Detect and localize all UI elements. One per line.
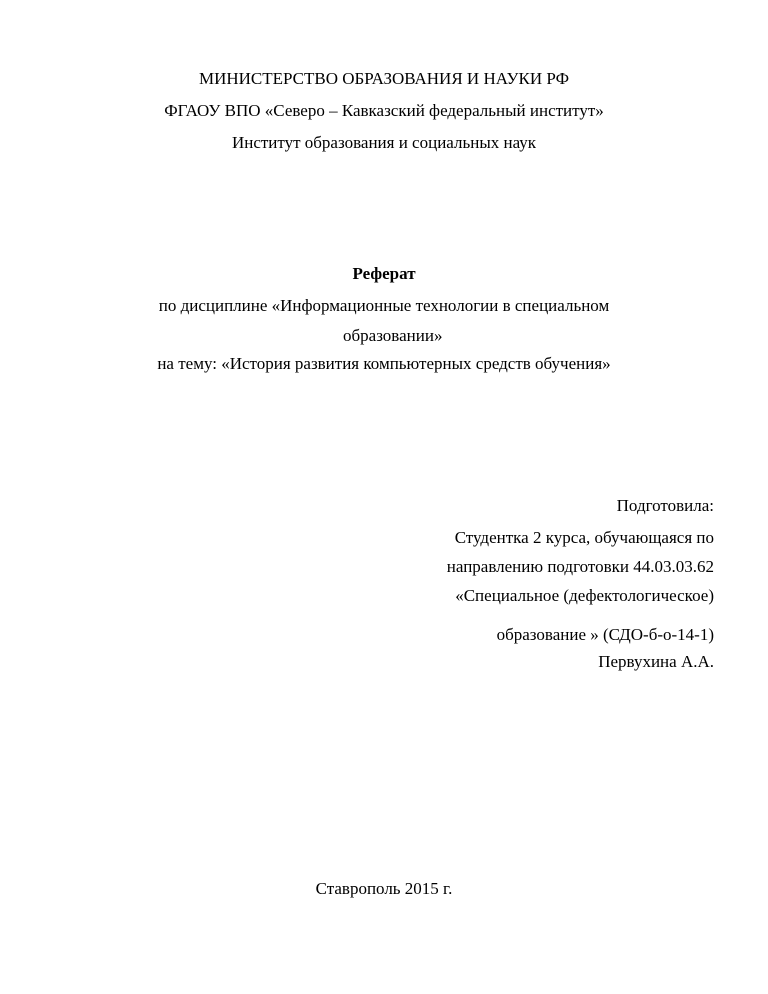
institute-name: Институт образования и социальных наук xyxy=(231,133,537,152)
student-line-2: направлению подготовки 44.03.03.62 xyxy=(446,557,714,576)
discipline-line-2: образовании» xyxy=(343,326,443,345)
topic-line: на тему: «История развития компьютерных средств обучения» xyxy=(157,354,611,373)
student-line-3: «Специальное (дефектологическое) xyxy=(455,586,714,605)
student-line-1: Студентка 2 курса, обучающаяся по xyxy=(454,528,714,547)
ministry-name: МИНИСТЕРСТВО ОБРАЗОВАНИЯ И НАУКИ РФ xyxy=(198,69,570,88)
student-line-4: образование » (СДО-б-о-14-1) xyxy=(496,625,714,644)
discipline-line-1: по дисциплине «Информационные технологии в специальном xyxy=(158,296,610,315)
city-year: Ставрополь 2015 г. xyxy=(315,879,453,898)
student-name: Первухина А.А. xyxy=(598,652,714,671)
prepared-by-label: Подготовила: xyxy=(616,496,714,515)
university-name: ФГАОУ ВПО «Северо – Кавказский федеральный институт» xyxy=(164,101,604,120)
document-type-title: Реферат xyxy=(352,264,416,283)
